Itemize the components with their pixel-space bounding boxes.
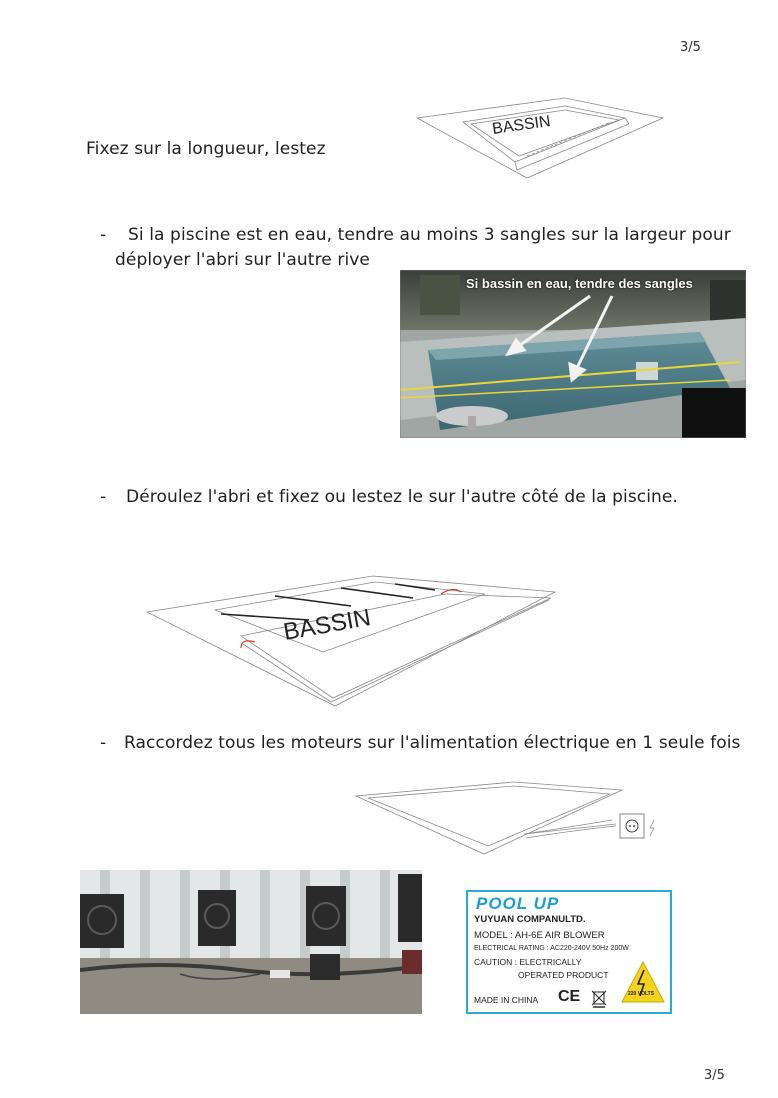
step-unroll-text: Déroulez l'abri et fixez ou lestez le sur l'autre côté de la piscine. <box>126 487 678 507</box>
power-diagram <box>354 780 674 860</box>
pool-straps-photo <box>400 270 746 438</box>
pool-top-label: BASSIN <box>491 112 552 138</box>
label-caution-2: OPERATED PRODUCT <box>518 970 609 980</box>
step-connect-bullet: - <box>100 733 107 753</box>
step-straps-bullet: - <box>100 225 107 245</box>
volts-text: 220 VOLTS <box>628 991 655 997</box>
label-model: MODEL : AH-6E AIR BLOWER <box>474 930 605 941</box>
pool-mid-label: BASSIN <box>281 604 373 646</box>
step-unroll-bullet: - <box>100 487 107 507</box>
step-straps-line2: déployer l'abri sur l'autre rive <box>115 250 370 270</box>
pool-photo-caption: Si bassin en eau, tendre des sangles <box>466 276 693 291</box>
blowers-photo <box>80 870 422 1014</box>
ce-mark: CE <box>558 988 581 1005</box>
label-made-in: MADE IN CHINA <box>474 995 539 1005</box>
pool-diagram-middle <box>145 570 565 710</box>
label-caution-1: CAUTION : ELECTRICALLY <box>474 957 582 967</box>
label-rating: ELECTRICAL RATING : AC220-240V 50Hz 200W <box>474 945 629 952</box>
step-fix-length-text: Fixez sur la longueur, lestez <box>86 139 326 159</box>
brand-logo: POOL UP <box>476 894 560 913</box>
step-straps-line1: Si la piscine est en eau, tendre au moins 3 sangles sur la largeur pour <box>128 225 731 245</box>
weee-bin-icon <box>590 988 608 1008</box>
pool-diagram-top <box>415 96 665 186</box>
label-company: YUYUAN COMPANULTD. <box>474 914 586 925</box>
warning-volts-icon <box>620 960 666 1004</box>
page-number-top: 3/5 <box>680 40 701 55</box>
product-label <box>466 890 672 1014</box>
page-number-bottom: 3/5 <box>704 1068 725 1083</box>
step-connect-text: Raccordez tous les moteurs sur l'alimentation électrique en 1 seule fois <box>124 733 741 753</box>
